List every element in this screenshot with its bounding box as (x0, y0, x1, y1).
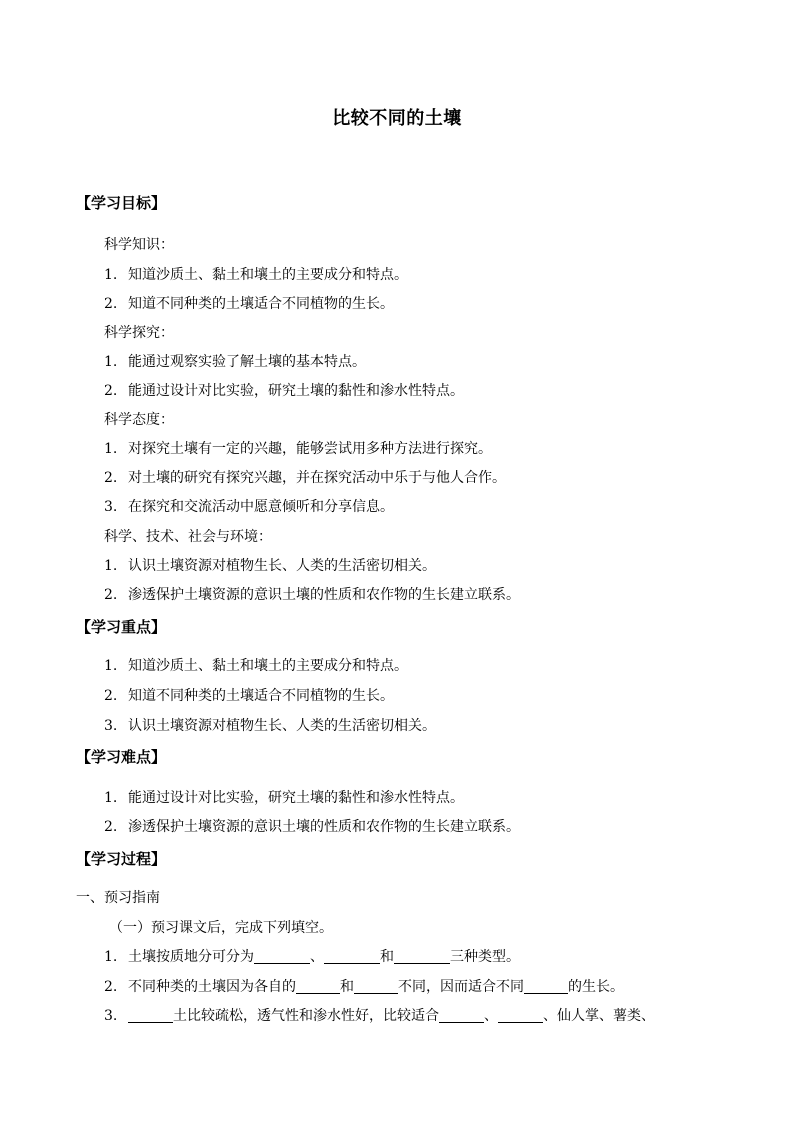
list-item: 3. 在探究和交流活动中愿意倾听和分享信息。 (104, 499, 394, 515)
fill-blank-question: 3. 土比较疏松，透气性和渗水性好，比较适合 、 、仙人掌、薯类、 (104, 1008, 655, 1024)
answer-blank[interactable] (128, 1008, 173, 1023)
list-item: 1. 知道沙质土、黏土和壤土的主要成分和特点。 (104, 658, 408, 674)
section-heading-goals: 【学习目标】 (76, 194, 167, 212)
subheading-inquiry: 科学探究： (104, 325, 174, 341)
page-title: 比较不同的土壤 (332, 108, 462, 129)
list-item: 1. 认识土壤资源对植物生长、人类的生活密切相关。 (104, 558, 436, 574)
subheading-knowledge: 科学知识： (104, 237, 174, 253)
list-item: 2. 渗透保护土壤资源的意识土壤的性质和农作物的生长建立联系。 (104, 819, 520, 835)
section-heading-process: 【学习过程】 (76, 850, 167, 868)
part-heading: 一、预习指南 (76, 890, 160, 906)
section-heading-focus: 【学习重点】 (76, 618, 167, 636)
fill-blank-question: 2. 不同种类的土壤因为各自的 和 不同，因而适合不同 的生长。 (104, 979, 624, 995)
list-item: 2. 知道不同种类的土壤适合不同植物的生长。 (104, 688, 394, 704)
answer-blank[interactable] (439, 1008, 484, 1023)
answer-blank[interactable] (354, 979, 398, 994)
list-item: 1. 能通过设计对比实验，研究土壤的黏性和渗水性特点。 (104, 790, 464, 806)
subheading-attitude: 科学态度： (104, 412, 174, 428)
section-heading-difficulty: 【学习难点】 (76, 748, 167, 766)
answer-blank[interactable] (394, 949, 450, 964)
subheading-stse: 科学、技术、社会与环境： (104, 529, 272, 545)
answer-blank[interactable] (324, 949, 380, 964)
answer-blank[interactable] (498, 1008, 543, 1023)
answer-blank[interactable] (296, 979, 340, 994)
list-item: 2. 渗透保护土壤资源的意识土壤的性质和农作物的生长建立联系。 (104, 587, 520, 603)
list-item: 1. 知道沙质土、黏土和壤土的主要成分和特点。 (104, 267, 408, 283)
fill-blank-question: 1. 土壤按质地分可分为 、 和 三种类型。 (104, 949, 520, 965)
list-item: 3. 认识土壤资源对植物生长、人类的生活密切相关。 (104, 718, 436, 734)
list-item: 1. 能通过观察实验了解土壤的基本特点。 (104, 354, 366, 370)
list-item: 2. 知道不同种类的土壤适合不同植物的生长。 (104, 296, 394, 312)
list-item: 2. 能通过设计对比实验，研究土壤的黏性和渗水性特点。 (104, 383, 464, 399)
answer-blank[interactable] (254, 949, 310, 964)
instruction-text: （一）预习课文后，完成下列填空。 (109, 920, 333, 936)
answer-blank[interactable] (524, 979, 568, 994)
list-item: 2. 对土壤的研究有探究兴趣，并在探究活动中乐于与他人合作。 (104, 470, 506, 486)
list-item: 1. 对探究土壤有一定的兴趣，能够尝试用多种方法进行探究。 (104, 441, 492, 457)
